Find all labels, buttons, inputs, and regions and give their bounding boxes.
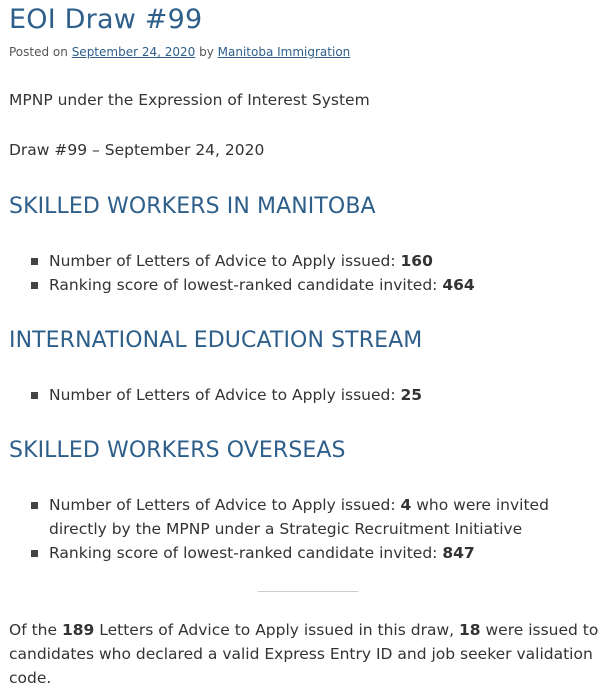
list-item <box>31 541 611 565</box>
item-value: 847 <box>442 544 475 562</box>
item-text: Ranking score of lowest-ranked candidate invited: <box>49 276 443 294</box>
post-date-link[interactable]: September 24, 2020 <box>71 45 196 59</box>
section-list-skilled-workers-overseas <box>31 493 611 565</box>
list-item <box>31 249 611 273</box>
by-label: by <box>195 45 218 59</box>
author-link[interactable]: Manitoba Immigration <box>217 45 351 59</box>
intro-text: MPNP under the Expression of Interest System <box>9 91 370 109</box>
section-heading-skilled-workers-manitoba: SKILLED WORKERS IN MANITOBA <box>9 194 376 219</box>
item-text: Number of Letters of Advice to Apply issued: <box>49 252 401 270</box>
square-bullet-icon <box>31 282 38 289</box>
closing-text: were issued to candidates who declared a valid Express Entry ID and job seeker validation code. <box>9 621 599 687</box>
section-list-international-education <box>31 383 611 407</box>
closing-text: Of the <box>9 621 62 639</box>
section-heading-skilled-workers-overseas: SKILLED WORKERS OVERSEAS <box>9 438 346 463</box>
total-letters-value: 189 <box>61 621 95 639</box>
draw-line: Draw #99 – September 24, 2020 <box>9 141 265 159</box>
item-value: 4 <box>400 496 412 514</box>
post-meta <box>9 45 350 59</box>
square-bullet-icon <box>31 502 38 509</box>
closing-paragraph <box>9 618 599 690</box>
posted-on-label: Posted on <box>9 45 72 59</box>
item-value: 160 <box>400 252 433 270</box>
closing-text: Letters of Advice to Apply issued in this draw, <box>94 621 459 639</box>
item-text: Number of Letters of Advice to Apply issued: <box>49 386 401 404</box>
item-value: 25 <box>400 386 423 404</box>
list-item <box>31 493 611 541</box>
item-value: 464 <box>442 276 475 294</box>
section-list-skilled-workers-manitoba <box>31 249 611 297</box>
square-bullet-icon <box>31 392 38 399</box>
divider <box>258 591 358 592</box>
list-item <box>31 383 611 407</box>
post-title: EOI Draw #99 <box>9 4 203 35</box>
express-entry-value: 18 <box>458 621 481 639</box>
list-item <box>31 273 611 297</box>
item-text: Ranking score of lowest-ranked candidate invited: <box>49 544 443 562</box>
section-heading-international-education: INTERNATIONAL EDUCATION STREAM <box>9 328 423 353</box>
square-bullet-icon <box>31 550 38 557</box>
square-bullet-icon <box>31 258 38 265</box>
item-text: Number of Letters of Advice to Apply issued: <box>49 496 401 514</box>
item-suffix: who were invited directly by the MPNP under a Strategic Recruitment Initiative <box>49 496 549 538</box>
